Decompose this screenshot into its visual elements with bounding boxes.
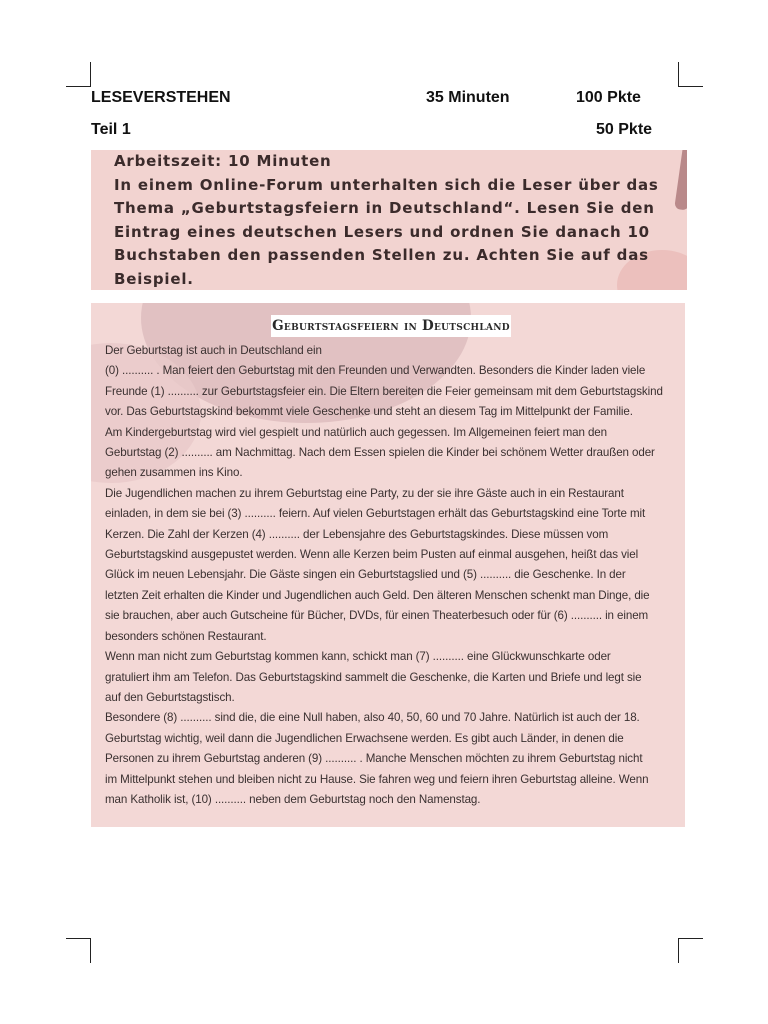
article-line: Kerzen. Die Zahl der Kerzen (4) .......... der Lebensjahre des Geburtstagskindes. Diese müssen vom <box>105 527 609 541</box>
article-line: Am Kindergeburtstag wird viel gespielt und natürlich auch gegessen. Im Allgemeinen feiert man den <box>105 425 608 439</box>
crop-mark-top-left <box>66 62 91 87</box>
article-line: letzten Zeit erhalten die Kinder und Jugendlichen auch Geld. Den älteren Menschen schenkt man Dinge, die <box>105 588 650 602</box>
article-line: Geburtstag wichtig, weil dann die Jugendlichen Erwachsene werden. Es gibt auch Länder, in denen die <box>105 731 624 745</box>
part-title: Teil 1 <box>91 121 131 138</box>
article-line: im Mittelpunkt stehen und bleiben nicht zu Hause. Sie fahren weg und feiern ihren Geburtstag alleine. Wenn <box>105 772 649 786</box>
article-line: Besondere (8) .......... sind die, die eine Null haben, also 40, 50, 60 und 70 Jahre. Natürlich ist auch der 18. <box>105 711 640 725</box>
instructions-line: Thema „Geburtstagsfeiern in Deutschland“. Lesen Sie den <box>114 199 655 217</box>
article-line: gratuliert ihm am Telefon. Das Geburtstagskind sammelt die Geschenke, die Karten und Briefe und legt sie <box>105 670 642 684</box>
instructions-line: In einem Online-Forum unterhalten sich die Leser über das <box>114 175 659 194</box>
instructions-line: Buchstaben den passenden Stellen zu. Achten Sie auf das <box>114 246 649 264</box>
total-points: 100 Pkte <box>576 89 641 106</box>
instructions-text <box>91 150 687 290</box>
instructions-box <box>91 150 687 290</box>
article-line: Wenn man nicht zum Geburtstag kommen kann, schickt man (7) .......... eine Glückwunschkarte oder <box>105 650 611 664</box>
instructions-line: Beispiel. <box>114 269 194 288</box>
article-body <box>105 341 677 810</box>
article-title: Geburtstagsfeiern in Deutschland <box>271 315 511 337</box>
instructions-line: Eintrag eines deutschen Lesers und ordnen Sie danach 10 <box>114 222 650 241</box>
article-panel <box>91 303 685 827</box>
article-line: sie brauchen, aber auch Gutscheine für Bücher, DVDs, für einen Theaterbesuch oder für (6) .......... in einem <box>105 609 649 623</box>
article-line: besonders schönen Restaurant. <box>105 629 267 643</box>
article-line: einladen, in dem sie bei (3) .......... feiern. Auf vielen Geburtstagen erhält das Geburtstagskind eine Torte mit <box>105 507 646 521</box>
crop-mark-bottom-right <box>678 938 703 963</box>
section-title: LESEVERSTEHEN <box>91 89 231 106</box>
crop-mark-bottom-left <box>66 938 91 963</box>
part-points: 50 Pkte <box>596 121 653 138</box>
article-line: Geburtstagskind ausgepustet werden. Wenn alle Kerzen beim Pusten auf einmal ausgehen, heißt das viel <box>105 548 639 562</box>
article-line: Freunde (1) .......... zur Geburtstagsfeier ein. Die Eltern bereiten die Feier gemeinsam mit dem Geburtstagskind <box>105 384 663 398</box>
article-line: auf den Geburtstagstisch. <box>105 690 235 704</box>
crop-mark-top-right <box>678 62 703 87</box>
instructions-line: Arbeitszeit: 10 Minuten <box>114 152 332 170</box>
article-line: Der Geburtstag ist auch in Deutschland ein <box>105 344 322 357</box>
article-line: Glück im neuen Lebensjahr. Die Gäste singen ein Geburtstagslied und (5) .......... die Geschenke. In der <box>105 568 626 582</box>
time-limit: 35 Minuten <box>426 89 510 106</box>
article-line: Die Jugendlichen machen zu ihrem Geburtstag eine Party, zu der sie ihre Gäste auch in ein Restaurant <box>105 486 624 500</box>
article-line: (0) .......... . Man feiert den Geburtstag mit den Freunden und Verwandten. Besonders die Kinder laden viele <box>105 364 646 378</box>
article-line: gehen zusammen ins Kino. <box>105 466 243 480</box>
article-line: vor. Das Geburtstagskind bekommt viele Geschenke und steht an diesem Tag im Mittelpunkt der Familie. <box>105 405 633 419</box>
article-line: Personen zu ihrem Geburtstag anderen (9) .......... . Manche Menschen möchten zu ihrem Geburtstag nicht <box>105 752 643 766</box>
article-line: Geburtstag (2) .......... am Nachmittag. Nach dem Essen spielen die Kinder bei schönem Wetter draußen oder <box>105 446 655 460</box>
article-line: man Katholik ist, (10) .......... neben dem Geburtstag noch den Namenstag. <box>105 792 481 806</box>
